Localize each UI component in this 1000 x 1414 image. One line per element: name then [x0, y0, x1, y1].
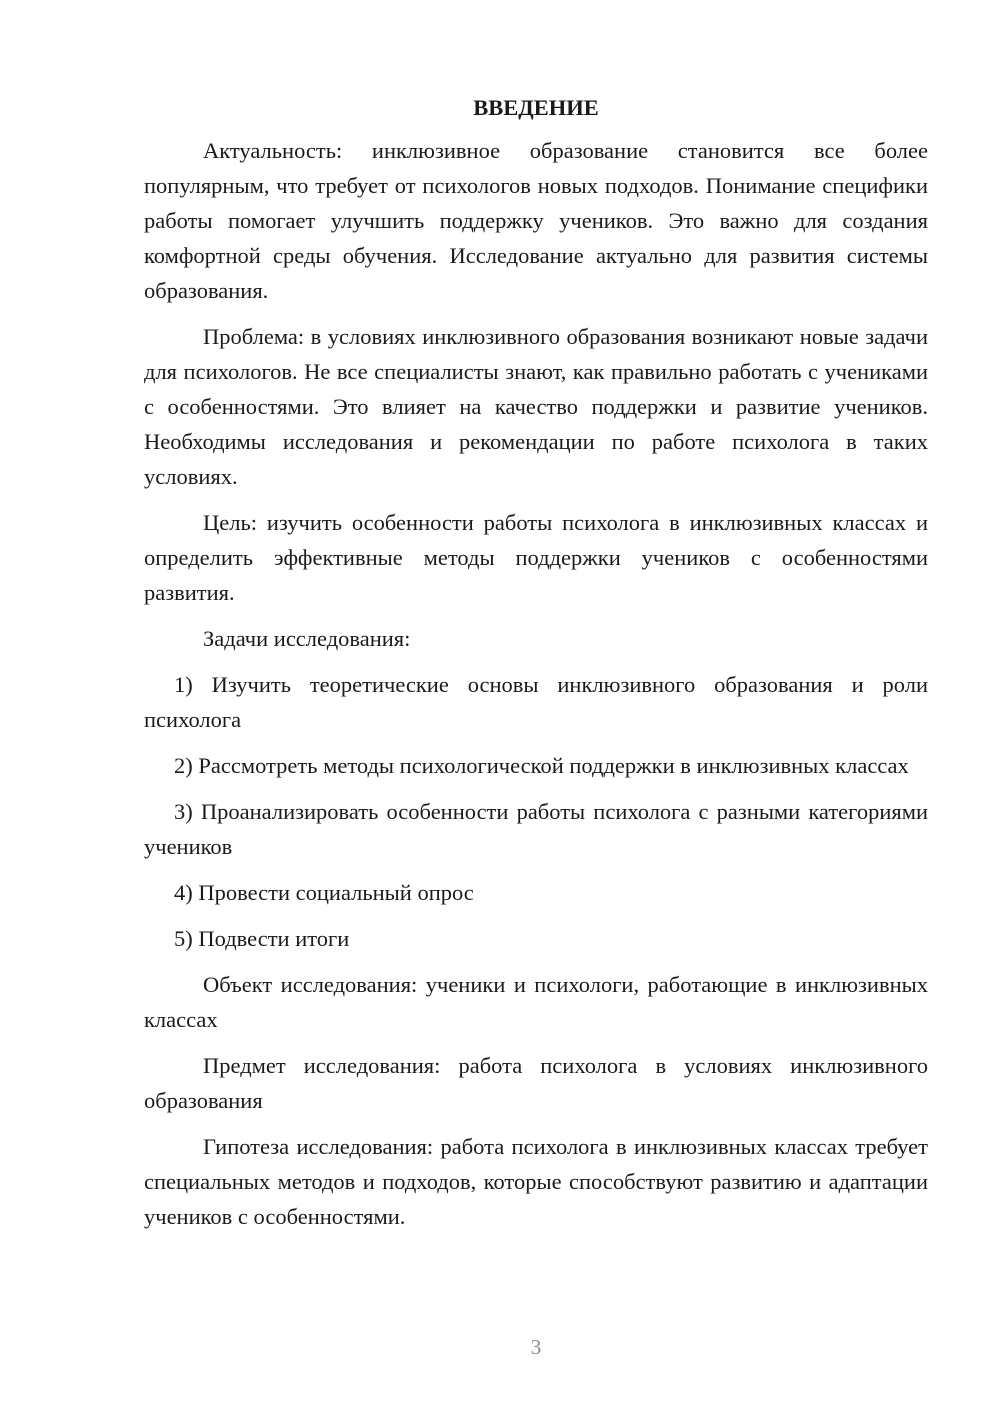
task-item-2: 2) Рассмотреть методы психологической поддержки в инклюзивных классах	[174, 753, 909, 778]
task-item-4: 4) Провести социальный опрос	[174, 880, 474, 905]
object-paragraph: Объект исследования: ученики и психологи, работающие в инклюзивных классах	[144, 972, 928, 1032]
page-number: 3	[530, 1335, 542, 1359]
problem-paragraph: Проблема: в условиях инклюзивного образования возникают новые задачи для психологов. Не все специалисты знают, как правильно работать с учениками с особенностями. Это влияет на качество поддержки и развитие учеников. Необходимы исследования и рекомендации по работе психолога в таких условиях.	[144, 324, 928, 489]
document-page	[144, 90, 928, 1245]
task-item-1: 1) Изучить теоретические основы инклюзивного образования и роли психолога	[144, 672, 928, 732]
subject-paragraph: Предмет исследования: работа психолога в условиях инклюзивного образования	[144, 1053, 928, 1113]
tasks-heading: Задачи исследования:	[203, 626, 411, 651]
task-item-5: 5) Подвести итоги	[174, 926, 350, 951]
goal-paragraph: Цель: изучить особенности работы психолога в инклюзивных классах и определить эффективные методы поддержки учеников с особенностями развития.	[144, 510, 928, 605]
hypothesis-paragraph: Гипотеза исследования: работа психолога в инклюзивных классах требует специальных методов и подходов, которые способствуют развитию и адаптации учеников с особенностями.	[144, 1134, 928, 1229]
section-title: ВВЕДЕНИЕ	[473, 95, 599, 120]
relevance-paragraph: Актуальность: инклюзивное образование становится все более популярным, что требует от психологов новых подходов. Понимание специфики работы помогает улучшить поддержку учеников. Это важно для создания комфортной среды обучения. Исследование актуально для развития системы образования.	[144, 138, 928, 303]
task-item-3: 3) Проанализировать особенности работы психолога с разными категориями учеников	[144, 799, 928, 859]
